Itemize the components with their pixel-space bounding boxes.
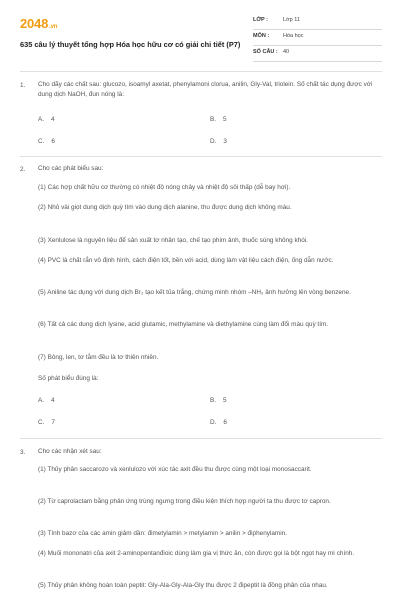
meta-label-subject: MÔN : [253,33,270,39]
question-2-option-a[interactable]: A. 4 [38,397,55,404]
question-3-statement-5: (5) Thủy phân không hoàn toàn peptit: Gly-Ala-Gly-Ala-Gly thu được 2 đipeptit là đồng phân của nhau. [38,582,328,589]
meta-row-grade [253,14,382,30]
question-1-number: 1. [20,82,26,89]
document-meta [253,14,382,62]
question-2-option-d[interactable]: D. 6 [210,419,227,426]
meta-row-subject [253,30,382,46]
question-3-statement-3: (3) Tính bazơ của các amin giảm dần: đimetylamin > metylamin > anilin > điphenylamin. [38,530,287,537]
question-2-statement-3: (3) Xenlulose là nguyên liệu để sản xuất tơ nhân tạo, chế tạo phim ảnh, thuốc súng không khói. [38,237,308,244]
logo-text: 2048 [20,16,49,31]
question-2-option-c[interactable]: C. 7 [38,419,55,426]
question-1-option-d[interactable]: D. 3 [210,138,227,145]
question-1-option-c[interactable]: C. 6 [38,138,55,145]
question-2-ask: Số phát biểu đúng là: [38,375,99,382]
meta-label-question-count: SỐ CÂU : [253,49,278,55]
question-divider [20,156,382,157]
question-3-stem: Cho các nhận xét sau: [38,448,102,455]
question-3-number: 3. [20,449,26,456]
question-2-option-b[interactable]: B. 5 [210,397,227,404]
question-2-statement-5: (5) Aniline tác dụng với dung dịch Br₂ tạo kết tủa trắng, chứng minh nhóm –NH₂ ảnh hưởng lên vòng benzene. [38,289,351,296]
question-3-statement-1: (1) Thủy phân saccarozo và xenlulozo với xúc tác axit đều thu được cùng một loại monosaccarit. [38,466,312,473]
question-1-option-a[interactable]: A. 4 [38,116,55,123]
meta-value-question-count: 40 [283,49,290,55]
meta-value-grade: Lớp 11 [283,17,300,23]
question-2-statement-6: (6) Tất cả các dung dịch lysine, acid glutamic, methylamine và diethylamine cùng làm đổi màu quỳ tím. [38,321,329,328]
question-2-stem: Cho các phát biểu sau: [38,165,104,172]
question-2-statement-1: (1) Các hợp chất hữu cơ thường có nhiệt độ nóng chảy và nhiệt độ sôi thấp (dễ bay hơi). [38,184,291,191]
question-2-statement-2: (2) Nhỏ vài giọt dung dịch quỳ tím vào dung dịch alanine, thu được dung dịch không màu. [38,204,292,211]
question-1-option-b[interactable]: B. 5 [210,116,227,123]
document-header [20,14,382,66]
header-divider [20,71,382,72]
document-title: 635 câu lý thuyết tổng hợp Hóa học hữu cơ có giải chi tiết (P7) [20,40,241,49]
meta-value-subject: Hóa học [283,33,304,39]
question-divider [20,438,382,439]
logo-suffix: .vn [49,24,58,30]
question-3-statement-2: (2) Từ caprolactam bằng phản ứng trùng ngưng trong điều kiện thích hợp người ta thu được tơ capron. [38,498,331,505]
site-logo[interactable] [20,16,57,31]
question-3-statement-4: (4) Muối mononatri của axit 2-aminopentanđioic dùng làm gia vị thức ăn, còn được gọi là bột ngọt hay mì chính. [38,550,355,557]
meta-label-grade: LỚP : [253,17,268,23]
question-1-stem: Cho dãy các chất sau: glucozo, isoamyl axetat, phenylamoni clorua, anilin, Gly-Val, triolein. Số chất tác dụng được với dung dịch NaOH, đun nóng là: [38,81,373,98]
question-2-statement-7: (7) Bông, len, tơ tằm đều là tơ thiên nhiên. [38,354,159,361]
question-2-number: 2. [20,166,26,173]
question-2-statement-4: (4) PVC là chất rắn vô định hình, cách điện tốt, bền với acid, dùng làm vật liệu cách điện, ống dẫn nước. [38,257,334,264]
meta-row-question-count [253,46,382,62]
